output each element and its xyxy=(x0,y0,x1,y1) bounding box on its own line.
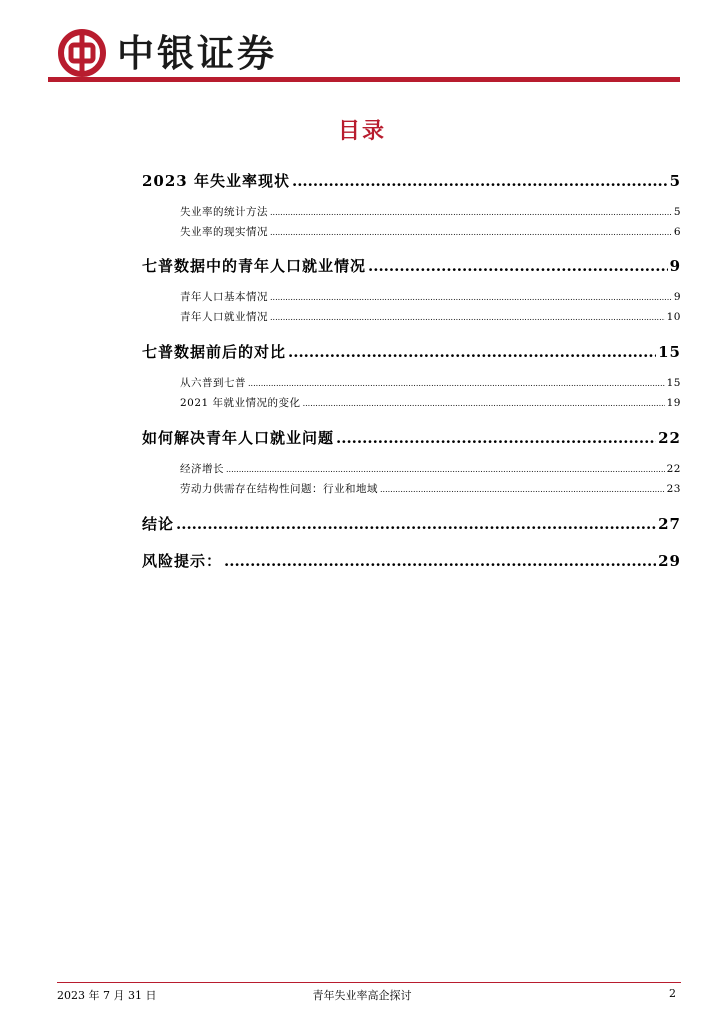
toc-entry-text: 失业率的统计方法 xyxy=(180,206,268,218)
dot-leader xyxy=(336,429,656,447)
dot-leader xyxy=(270,208,672,217)
dot-leader xyxy=(270,313,665,322)
dot-leader xyxy=(368,257,668,275)
toc-entry-text: 青年人口就业情况 xyxy=(180,311,268,323)
toc-subentry[interactable] xyxy=(180,461,681,476)
brand-name: 中银证券 xyxy=(117,31,277,75)
toc-entry-text: 2021 年就业情况的变化 xyxy=(180,397,301,409)
toc-entry-page: 29 xyxy=(658,552,681,570)
toc-subentry[interactable] xyxy=(180,375,681,390)
toc-entry[interactable] xyxy=(142,513,681,534)
toc-entry-text: 风险提示： xyxy=(142,552,223,570)
toc-entry-text: 结论 xyxy=(142,515,175,533)
toc-entry-page: 15 xyxy=(666,377,681,389)
footer-page-number: 2 xyxy=(669,987,676,1000)
toc-entry[interactable] xyxy=(142,255,681,276)
toc-entry-text: 七普数据中的青年人口就业情况 xyxy=(142,257,367,275)
dot-leader xyxy=(270,293,672,302)
toc-entry-text: 失业率的现实情况 xyxy=(180,226,268,238)
dot-leader xyxy=(303,399,665,408)
toc-subentry[interactable] xyxy=(180,481,681,496)
dot-leader xyxy=(270,228,672,237)
toc-subentry[interactable] xyxy=(180,224,681,239)
toc-entry-page: 9 xyxy=(669,257,681,275)
dot-leader xyxy=(224,552,656,570)
toc-entry-page: 27 xyxy=(658,515,681,533)
footer-date: 2023 年 7 月 31 日 xyxy=(57,989,157,1002)
toc-entry-page: 5 xyxy=(673,206,681,218)
dot-leader xyxy=(292,172,668,190)
page-header xyxy=(57,28,679,84)
toc-entry-page: 9 xyxy=(673,291,681,303)
toc-entry-page: 10 xyxy=(666,311,681,323)
toc-entry-text: 经济增长 xyxy=(180,463,224,475)
dot-leader xyxy=(176,515,656,533)
toc-entry-text: 从六普到七普 xyxy=(180,377,246,389)
toc-entry[interactable] xyxy=(142,427,681,448)
toc-entry[interactable] xyxy=(142,170,681,191)
toc-subentry[interactable] xyxy=(180,395,681,410)
footer-divider xyxy=(57,982,681,983)
toc-subentry[interactable] xyxy=(180,289,681,304)
toc-entry-page: 19 xyxy=(666,397,681,409)
toc-entry-page: 22 xyxy=(658,429,681,447)
dot-leader xyxy=(248,379,665,388)
toc-entry-text: 七普数据前后的对比 xyxy=(142,343,287,361)
toc-entry-text: 劳动力供需存在结构性问题：行业和地域 xyxy=(180,483,378,495)
toc-entry-page: 5 xyxy=(669,172,681,190)
toc-subentry[interactable] xyxy=(180,309,681,324)
toc-entry-text: 2023 年失业率现状 xyxy=(142,172,290,190)
toc-entry-text: 如何解决青年人口就业问题 xyxy=(142,429,335,447)
toc-entry-page: 23 xyxy=(666,483,681,495)
dot-leader xyxy=(288,343,656,361)
bank-of-china-logo-icon xyxy=(57,28,107,78)
dot-leader xyxy=(226,465,665,474)
toc-entry[interactable] xyxy=(142,341,681,362)
toc-entry-text: 青年人口基本情况 xyxy=(180,291,268,303)
toc-entry-page: 22 xyxy=(666,463,681,475)
toc-subentry[interactable] xyxy=(180,204,681,219)
toc-entry[interactable] xyxy=(142,550,681,571)
footer-report-title: 青年失业率高企探讨 xyxy=(312,989,412,1002)
toc-entry-page: 15 xyxy=(658,343,681,361)
toc-entry-page: 6 xyxy=(673,226,681,238)
toc-title: 目录 xyxy=(337,118,386,144)
header-divider xyxy=(48,77,680,82)
dot-leader xyxy=(380,485,665,494)
